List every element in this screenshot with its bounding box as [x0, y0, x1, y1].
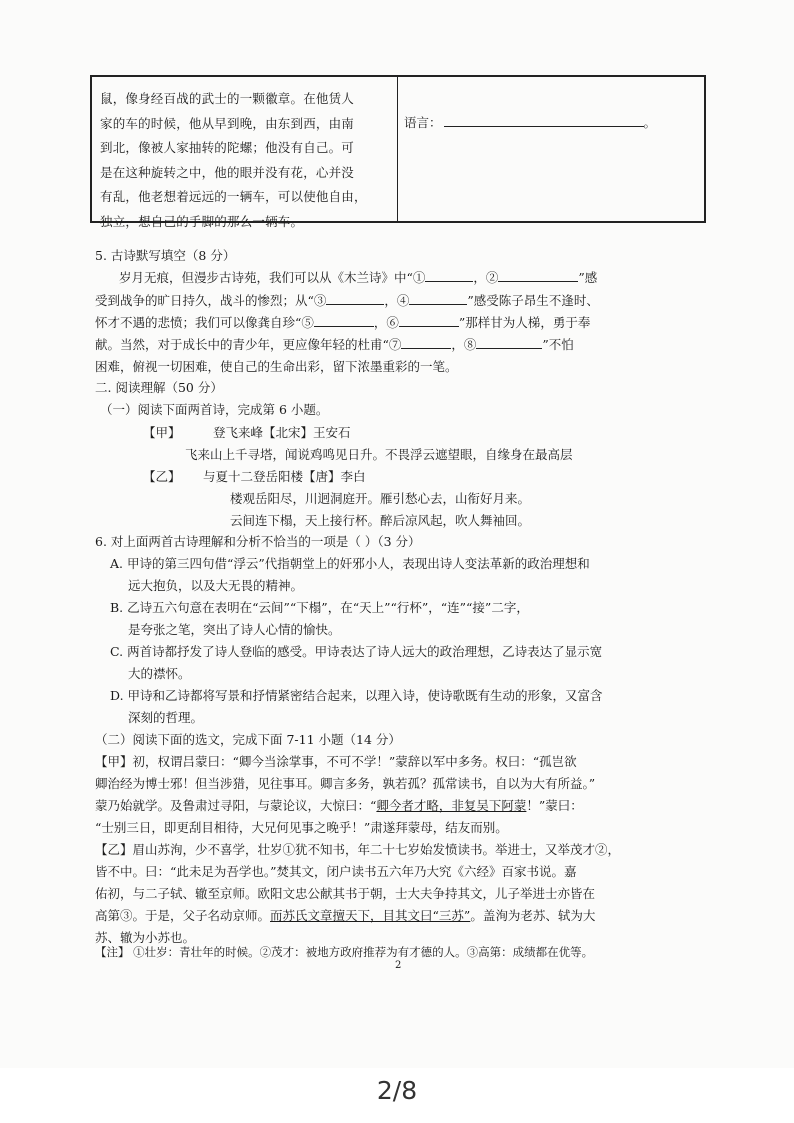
box-divider	[397, 77, 398, 221]
passage-line: 鼠，像身经百战的武士的一颗徽章。在他赁人	[100, 91, 355, 106]
passage-line: 家的车的时候，他从早到晚，由东到西，由南	[100, 115, 355, 131]
blank-6	[399, 314, 459, 327]
footnote: 【注】 ①壮岁：青壮年的时候。②茂才：被地方政府推荐为有才德的人。③高第：成绩都在优等。	[95, 945, 594, 959]
q5-line-4: 献。当然，对于成长中的青少年，更应像年轻的杜甫“⑦ ，⑧ ”不怕	[95, 337, 574, 352]
q6-option-d: D. 甲诗和乙诗都将写景和抒情紧密结合起来，以理入诗，使诗歌既有生动的形象，又富含	[110, 688, 603, 703]
poem-yi-line-1: 楼观岳阳尽，川迥洞庭开。雁引愁心去，山衔好月来。	[230, 491, 531, 506]
box-left-passage	[100, 87, 392, 234]
text-yi-line-4: 高第③。于是，父子名动京师。而苏氏文章擅天下，目其文曰“三苏”。盖洵为老苏、轼为大	[95, 908, 596, 923]
section-2-title: 二. 阅读理解（50 分）	[95, 380, 223, 395]
q5-line-1: 岁月无痕，但漫步古诗苑，我们可以从《木兰诗》中“① ，② ”感	[119, 270, 598, 285]
blank-4	[409, 292, 467, 305]
poem-yi-heading: 与夏十二登岳阳楼【唐】李白	[203, 469, 366, 484]
poem-jia-tag: 【甲】	[143, 425, 181, 440]
q5-line-3: 怀才不遇的悲愤；我们可以像龚自珍“⑤ ，⑥ ”那样甘为人梯，勇于奉	[95, 315, 591, 330]
poem-jia-text: 飞来山上千寻塔，闻说鸡鸣见日升。不畏浮云遮望眼，自缘身在最高层	[185, 447, 573, 462]
blank-2	[498, 269, 578, 282]
blank-5	[314, 314, 374, 327]
answer-blank	[444, 114, 644, 127]
q6-option-a-cont: 远大抱负，以及大无畏的精神。	[128, 578, 304, 593]
underlined-sentence: 而苏氏文章擅天下，目其文曰“三苏”	[270, 908, 471, 923]
blank-3	[326, 292, 384, 305]
poem-yi-tag: 【乙】	[143, 469, 181, 484]
text-jia-line-2: 卿治经为博士邪！但当涉猎，见往事耳。卿言多务，孰若孤？孤常读书，自以为大有所益。”	[95, 776, 596, 791]
passage-line: 是在这种旋转之中，他的眼并没有花，心并没	[100, 164, 355, 180]
q6-stem: 6. 对上面两首古诗理解和分析不恰当的一项是（ ）（3 分）	[95, 534, 421, 549]
q6-option-b-cont: 是夸张之笔，突出了诗人心情的愉快。	[128, 622, 341, 637]
language-label: 语言：	[404, 115, 442, 130]
q5-line-2: 受到战争的旷日持久，战斗的惨烈；从“③ ，④ ”感受陈子昂生不逢时、	[95, 293, 599, 308]
page-indicator: 2/8	[376, 1076, 418, 1105]
q5-title: 5. 古诗默写填空（8 分）	[95, 248, 236, 263]
answer-box	[90, 75, 706, 229]
blank-1	[425, 269, 473, 282]
period: 。	[643, 115, 657, 130]
underlined-sentence: 卿今者才略，非复吴下阿蒙	[376, 798, 527, 813]
passage-line: 到北，像被人家抽转的陀螺；他没有自己。可	[100, 140, 355, 155]
box-right-answer	[404, 113, 656, 131]
q6-option-b: B. 乙诗五六句意在表明在“云间”“下榻”，在“天上”“行杯”，“连”“接”二字，	[110, 600, 529, 615]
text-jia-line-4: “士别三日，即更刮目相待，大兄何见事之晚乎！”肃遂拜蒙母，结友而别。	[95, 820, 508, 835]
blank-8	[476, 336, 542, 349]
poem-jia-heading: 登飞来峰【北宋】王安石	[213, 425, 351, 440]
q6-option-c-cont: 大的襟怀。	[128, 666, 191, 681]
text-yi-line-2: 皆不中。曰：“此未足为吾学也。”焚其文，闭户读书五六年乃大究《六经》百家书说。嘉	[95, 864, 577, 879]
poem-yi-line-2: 云间连下榻，天上接行杯。醉后凉风起，吹人舞袖回。	[230, 513, 531, 528]
passage-line: 有乱，他老想着远远的一辆车，可以使他自由，	[100, 189, 367, 204]
text-yi-line-1: 【乙】眉山苏洵，少不喜学，壮岁①犹不知书，年二十七岁始发愤读书。举进士，又举茂才②，	[95, 842, 621, 857]
part1-title: （一）阅读下面两首诗，完成第 6 小题。	[100, 402, 329, 417]
passage-line: 独立，想自己的手脚的那么一辆车。	[100, 213, 304, 229]
viewer-footer	[0, 1068, 794, 1123]
text-yi-line-3: 佑初，与二子轼、辙至京师。欧阳文忠公献其书于朝，士大夫争持其文，儿子举进士亦皆在	[95, 886, 596, 901]
text-jia-line-3: 蒙乃始就学。及鲁肃过寻阳，与蒙论议，大惊曰：“卿今者才略，非复吴下阿蒙！”蒙曰：	[95, 798, 583, 813]
q5-line-5: 困难，俯视一切困难，使自己的生命出彩，留下浓墨重彩的一笔。	[95, 359, 458, 374]
text-yi-line-5: 苏、辙为小苏也。	[95, 930, 196, 945]
q6-option-a: A. 甲诗的第三四句借“浮云”代指朝堂上的奸邪小人，表现出诗人变法革新的政治理想和	[110, 556, 590, 571]
blank-7	[401, 336, 451, 349]
q6-option-d-cont: 深刻的哲理。	[128, 710, 204, 725]
part2-title: （二）阅读下面的选文，完成下面 7-11 小题（14 分）	[95, 732, 401, 747]
page-number: 2	[395, 960, 402, 971]
text-jia-line-1: 【甲】初，权谓吕蒙曰：“卿今当涂掌事，不可不学！”蒙辞以军中多务。权曰：“孤岂欲	[95, 754, 577, 769]
q6-option-c: C. 两首诗都抒发了诗人登临的感受。甲诗表达了诗人远大的政治理想，乙诗表达了显示宽	[110, 644, 603, 659]
